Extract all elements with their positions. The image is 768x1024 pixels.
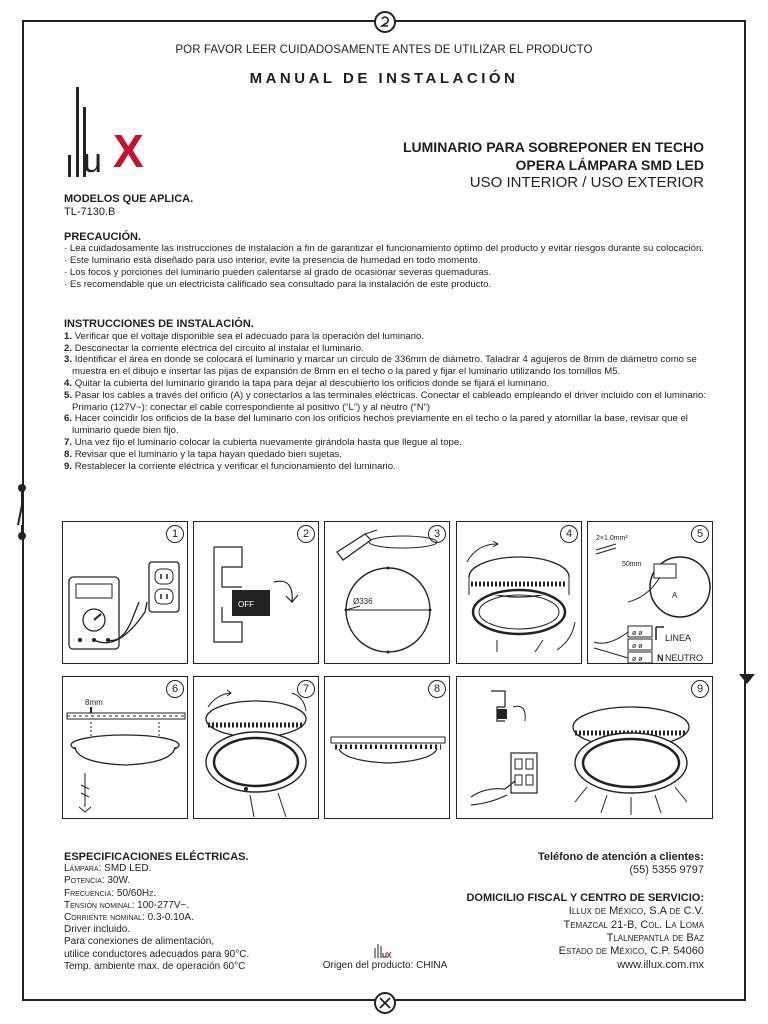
spec-conexiones-1: Para conexiones de alimentación, (64, 936, 215, 948)
power-on-light-icon (457, 677, 713, 819)
precaution-item: · Es recomendable que un electricista calificado sea consultado para la instalación de este producto. (64, 279, 492, 290)
instructions-heading: INSTRUCCIONES DE INSTALACIÓN. (64, 318, 254, 330)
company-name: Illux de México, S.A de C.V. (568, 905, 704, 918)
precaution-section (64, 231, 704, 291)
website-link[interactable]: www.illux.com.mx (617, 958, 704, 971)
state-postal: Estado de México, C.P. 54060 (558, 945, 704, 958)
step-3-illustration (324, 521, 450, 664)
instruction-step (64, 437, 714, 449)
neutro-label: NEUTRO (665, 653, 703, 663)
instruction-step (64, 343, 714, 355)
step-number: 8. (64, 448, 73, 460)
step-number: 7. (64, 436, 73, 448)
step-text: Identificar el área en donde se colocará el luminario y marcar un círculo de 336mm de diámetro. Taladrar 4 agujeros de 8mm de diámetro como se muestra en el dibujo e insertar las pijas de expansión de 8mm en el techo o la pared y fijar el luminario utilizando los tornillos M5. (72, 354, 697, 378)
phone-number: (55) 5355 9797 (629, 864, 704, 877)
instruction-step (64, 461, 714, 473)
step-5-illustration (587, 521, 713, 664)
step-number: 3. (64, 354, 73, 366)
electrical-specs (64, 851, 249, 973)
panel-number: 5 (691, 525, 709, 543)
instruction-step (64, 331, 714, 343)
luminaire-cover-rotate-icon (457, 522, 582, 664)
cover-reattach-icon (194, 677, 319, 819)
step-number: 4. (64, 377, 73, 389)
step-text: Revisar que el luminario y la tapa hayan quedado bien sujetas. (74, 448, 342, 460)
strip-length-label: 50mm (622, 561, 642, 568)
fold-mark-bottom-icon (374, 992, 396, 1014)
fold-arrow-right-icon (737, 668, 757, 688)
panel-number: 2 (297, 525, 315, 543)
step-4-illustration (456, 521, 582, 664)
precaution-item: · Este luminario está diseñado para uso interior, evite la presencia de humedad en todo momento. (64, 255, 481, 266)
city: Tlalnepantla de Baz (606, 932, 704, 945)
terminal-n-label: N (657, 653, 664, 663)
off-label: OFF (238, 600, 254, 609)
panel-number: 3 (428, 525, 446, 543)
model-number: TL-7130.B (64, 206, 116, 218)
illux-mini-logo (372, 944, 392, 958)
svg-text:ø ø: ø ø (632, 656, 643, 663)
instruction-step (64, 449, 714, 461)
step-number: 6. (64, 413, 73, 425)
instruction-step (64, 390, 714, 414)
instruction-step (64, 378, 714, 390)
linea-label: LINEA (665, 633, 692, 643)
wiring-diagram-icon (588, 522, 713, 664)
panel-number: 4 (560, 525, 578, 543)
svg-text:ø ø: ø ø (632, 630, 643, 637)
step-text: Restablecer la corriente eléctrica y verificar el funcionamiento del luminario. (74, 460, 396, 472)
step-1-illustration (62, 521, 188, 664)
spec-driver: Driver incluido. (64, 924, 131, 936)
specs-heading: ESPECIFICACIONES ELÉCTRICAS. (64, 851, 249, 863)
precaution-item: · Los focos y porciones del luminario pueden calentarse al grado de ocasionar severas quemaduras. (64, 267, 492, 278)
step-number: 1. (64, 330, 73, 342)
instruction-step (64, 413, 714, 437)
step-text: Pasar los cables a través del orificio (A) y conectarlos a las terminales eléctricas. Conectar el cableado empleando el driver incluido con el luminario: Primario (127V~): conectar el cable correspondiente al positivo (“L”) y al neutro (“N”) (72, 389, 707, 413)
panel-number: 6 (166, 680, 184, 698)
wire-gauge-label: 2×1.0mm² (596, 535, 628, 542)
step-7-illustration (193, 676, 319, 819)
panel-number: 1 (166, 525, 184, 543)
ceiling-circle-mark-icon (325, 522, 450, 664)
models-section (64, 193, 193, 219)
step-2-illustration (193, 521, 319, 664)
step-number: 2. (64, 342, 73, 354)
svg-text:ø ø: ø ø (632, 643, 643, 650)
step-text: Desconectar la corriente eléctrica del circuito al instalar el luminario. (74, 342, 364, 354)
diameter-label: Ø336 (353, 597, 373, 606)
address-heading: DOMICILIO FISCAL Y CENTRO DE SERVICIO: (466, 891, 704, 904)
panel-number: 8 (428, 680, 446, 698)
hole-label: A (672, 591, 678, 600)
spec-corriente: Corriente nominal: 0.3-0.10A. (64, 912, 194, 924)
product-line-2: OPERA LÁMPARA SMD LED (515, 157, 704, 173)
precaution-heading: PRECAUCIÓN. (64, 231, 142, 243)
spec-lampara: Lámpara: SMD LED. (64, 863, 152, 875)
drill-size-label: 8mm (85, 698, 103, 707)
spec-potencia: Potencia: 30W. (64, 875, 131, 887)
ceiling-mounting-icon (63, 677, 188, 819)
fold-mark-left-icon (12, 480, 32, 540)
step-9-illustration (456, 676, 713, 819)
spec-tension: Tensión nominal: 100-277V~. (64, 899, 190, 911)
instruction-step (64, 354, 714, 378)
multimeter-icon (63, 522, 188, 664)
step-6-illustration (62, 676, 188, 819)
instructions-section (64, 319, 714, 472)
spec-temperature: Temp. ambiente max. de operación 60°C (64, 960, 246, 972)
manual-title: MANUAL DE INSTALACIÓN (249, 70, 519, 87)
panel-number: 7 (297, 680, 315, 698)
breaker-switch-icon (194, 522, 319, 664)
fold-mark-top-icon (374, 11, 396, 33)
logo-letter-x: X (113, 125, 144, 177)
mounted-luminaire-side-icon (325, 677, 450, 819)
precaution-item: · Lea cuidadosamente las instrucciones de instalación a fin de garantizar el funcionamiento óptimo del producto y evitar riesgos durante su colocación. (64, 243, 704, 254)
logo-letter-u: u (83, 142, 102, 180)
step-number: 9. (64, 460, 73, 472)
panel-number: 9 (691, 680, 709, 698)
product-title (403, 138, 704, 192)
step-text: Verificar que el voltaje disponible sea el adecuado para la operación del luminario. (74, 330, 425, 342)
product-origin: Origen del producto: CHINA (322, 960, 448, 971)
street-address: Temazcal 21-B, Col. La Loma (563, 918, 704, 931)
spec-conexiones-2: utilice conductores adecuados para 90°C. (64, 948, 250, 960)
models-heading: MODELOS QUE APLICA. (64, 193, 194, 205)
read-carefully-note: POR FAVOR LEER CUIDADOSAMENTE ANTES DE UTILIZAR EL PRODUCTO (175, 44, 593, 56)
step-text: Quitar la cubierta del luminario girando la tapa para dejar al descubierto los orificios donde se fijará el luminario. (74, 377, 550, 389)
step-text: Una vez fijo el luminario colocar la cubierta nuevamente girándola hasta que llegue al tope. (74, 436, 462, 448)
step-text: Hacer coincidir los orificios de la base del luminario con los orificios hechos previamente en el techo o la pared y atornillar la base, revisar que el luminario quede bien fijo. (72, 413, 688, 437)
step-8-illustration (324, 676, 450, 819)
phone-heading: Teléfono de atención a clientes: (537, 851, 704, 863)
contact-section (466, 851, 704, 972)
product-line-1: LUMINARIO PARA SOBREPONER EN TECHO (402, 139, 704, 155)
product-line-3: USO INTERIOR / USO EXTERIOR (469, 174, 704, 191)
step-number: 5. (64, 389, 73, 401)
spec-frecuencia: Frecuencia: 50/60Hz. (64, 887, 157, 899)
